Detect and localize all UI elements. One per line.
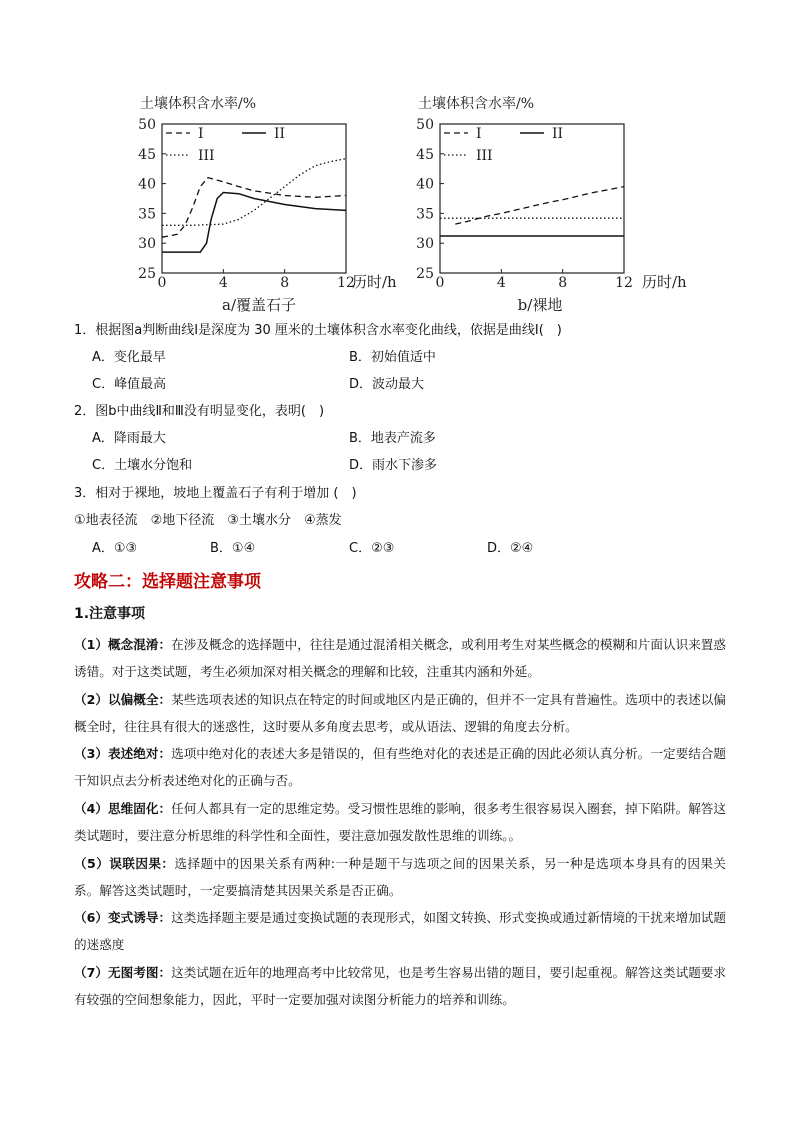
chart-a-legend-label-3: III [198, 148, 215, 164]
chart-a-xlabel: 历时/h [352, 273, 397, 291]
question-3-items: ①地表径流 ②地下径流 ③土壤水分 ④蒸发 [74, 513, 342, 528]
question-1-option-c[interactable]: C．峰值最高 [92, 377, 167, 392]
chart-a-x-tick-label: 4 [218, 275, 228, 291]
chart-a-y-tick-label: 45 [138, 146, 156, 163]
question-3-stem: 3．相对于裸地，坡地上覆盖石子有利于增加 ( ) [74, 486, 357, 501]
question-2-stem: 2．图b中曲线Ⅱ和Ⅲ没有明显变化，表明( ) [74, 404, 325, 419]
section-subtitle: 1.注意事项 [74, 606, 146, 622]
note-text: 任何人都具有一定的思维定势。受习惯性思维的影响，很多考生很容易误入圈套，掉下陷阱。解答这类试题时，要注意分析思维的科学性和全面性，要注意加强发散性思维的训练。。 [74, 801, 727, 844]
chart-a-y-tick-label: 50 [138, 117, 156, 133]
chart-b-legend-label-1: I [476, 126, 482, 142]
note-1 [74, 631, 726, 686]
chart-a-legend-label-2: II [274, 126, 286, 142]
note-5 [74, 850, 726, 905]
chart-b-y-tick-label: 40 [416, 176, 434, 193]
note-text: 在涉及概念的选择题中，往往是通过混淆相关概念，或利用考生对某些概念的模糊和片面认识来置惑诱错。对于这类试题，考生必须加深对相关概念的理解和比较，注重其内涵和外延。 [74, 637, 727, 680]
chart-b-x-tick-label: 0 [435, 275, 445, 291]
chart-b-x-tick-label: 12 [615, 275, 633, 291]
chart-a-series-1-line [162, 178, 346, 238]
question-1-stem: 1．根据图a判断曲线Ⅰ是深度为 30 厘米的土壤体积含水率变化曲线，依据是曲线Ⅰ( ) [74, 323, 562, 338]
chart-a-y-tick-label: 25 [138, 266, 156, 282]
note-label: （7）无图考图： [74, 965, 172, 980]
chart-b-plot-frame [440, 124, 624, 273]
chart-b-legend-label-3: III [476, 148, 493, 164]
chart-b-title: b/裸地 [517, 296, 563, 314]
question-2-option-c[interactable]: C．土壤水分饱和 [92, 458, 193, 473]
chart-a-y-tick-label: 35 [138, 206, 156, 223]
section-title: 攻略二：选择题注意事项 [74, 572, 261, 592]
note-7 [74, 959, 726, 1014]
chart-a-series-3-line [162, 159, 346, 226]
question-3-option-d[interactable]: D．②④ [487, 541, 534, 556]
note-6 [74, 904, 726, 959]
chart-a-ylabel: 土壤体积含水率/% [140, 96, 257, 112]
chart-b-plot [416, 117, 633, 291]
question-3-option-b[interactable]: B．①④ [210, 541, 256, 556]
chart-b-legend-label-2: II [552, 126, 564, 142]
question-2-option-a[interactable]: A．降雨最大 [92, 431, 166, 446]
chart-a-x-tick-label: 12 [337, 275, 355, 291]
note-label: （6）变式诱导： [74, 910, 172, 925]
chart-a-x-tick-label: 0 [157, 275, 167, 291]
chart-a-plot [138, 117, 355, 291]
note-text: 这类选择题主要是通过变换试题的表现形式，如图文转换、形式变换或通过新情境的干扰来增加试题的迷惑度 [74, 910, 727, 953]
question-3-option-c[interactable]: C．②③ [349, 541, 395, 556]
question-1-option-b[interactable]: B．初始值适中 [349, 350, 436, 365]
chart-b-y-tick-label: 25 [416, 266, 434, 282]
note-label: （5）误联因果： [74, 856, 175, 871]
chart-b-xlabel: 历时/h [642, 273, 687, 291]
chart-a-title: a/覆盖石子 [222, 296, 296, 314]
chart-b-x-tick-label: 8 [558, 275, 568, 291]
note-text: 选项中绝对化的表述大多是错误的，但有些绝对化的表述是正确的因此必须认真分析。一定要结合题干知识点去分析表述绝对化的正确与否。 [74, 746, 727, 789]
question-2-option-d[interactable]: D．雨水下渗多 [349, 458, 438, 473]
note-4 [74, 795, 726, 850]
note-2 [74, 686, 726, 741]
chart-b-ylabel: 土壤体积含水率/% [418, 96, 535, 112]
question-1-option-a[interactable]: A．变化最早 [92, 350, 166, 365]
note-text: 某些选项表述的知识点在特定的时间或地区内是正确的，但并不一定具有普遍性。选项中的表述以偏概全时，往往具有很大的迷惑性，这时要从多角度去思考，或从语法、逻辑的角度去分析。 [74, 692, 727, 735]
chart-b-y-tick-label: 45 [416, 146, 434, 163]
chart-a-legend-label-1: I [198, 126, 204, 142]
note-label: （3）表述绝对： [74, 746, 172, 761]
chart-b-y-tick-label: 30 [416, 236, 434, 253]
chart-b-y-tick-label: 35 [416, 206, 434, 223]
chart-b-bare-land [416, 88, 706, 318]
note-label: （1）概念混淆： [74, 637, 172, 652]
chart-b-x-tick-label: 4 [496, 275, 506, 291]
note-text: 这类试题在近年的地理高考中比较常见，也是考生容易出错的题目，要引起重视。解答这类试题要求有较强的空间想象能力，因此，平时一定要加强对读图分析能力的培养和训练。 [74, 965, 727, 1008]
note-text: 选择题中的因果关系有两种:一种是题干与选项之间的因果关系，另一种是选项本身具有的因果关系。解答这类试题时，一定要搞清楚其因果关系是否正确。 [74, 856, 726, 899]
note-3 [74, 740, 726, 795]
question-1-option-d[interactable]: D．波动最大 [349, 377, 425, 392]
chart-a-x-tick-label: 8 [280, 275, 290, 291]
note-label: （4）思维固化： [74, 801, 172, 816]
question-3-option-a[interactable]: A．①③ [92, 541, 138, 556]
chart-a-series-2-line [162, 193, 346, 253]
chart-a-y-tick-label: 40 [138, 176, 156, 193]
question-2-option-b[interactable]: B．地表产流多 [349, 431, 436, 446]
chart-b-y-tick-label: 50 [416, 117, 434, 133]
note-label: （2）以偏概全： [74, 692, 172, 707]
chart-a-y-tick-label: 30 [138, 236, 156, 253]
chart-a-covered-stones [138, 88, 418, 318]
